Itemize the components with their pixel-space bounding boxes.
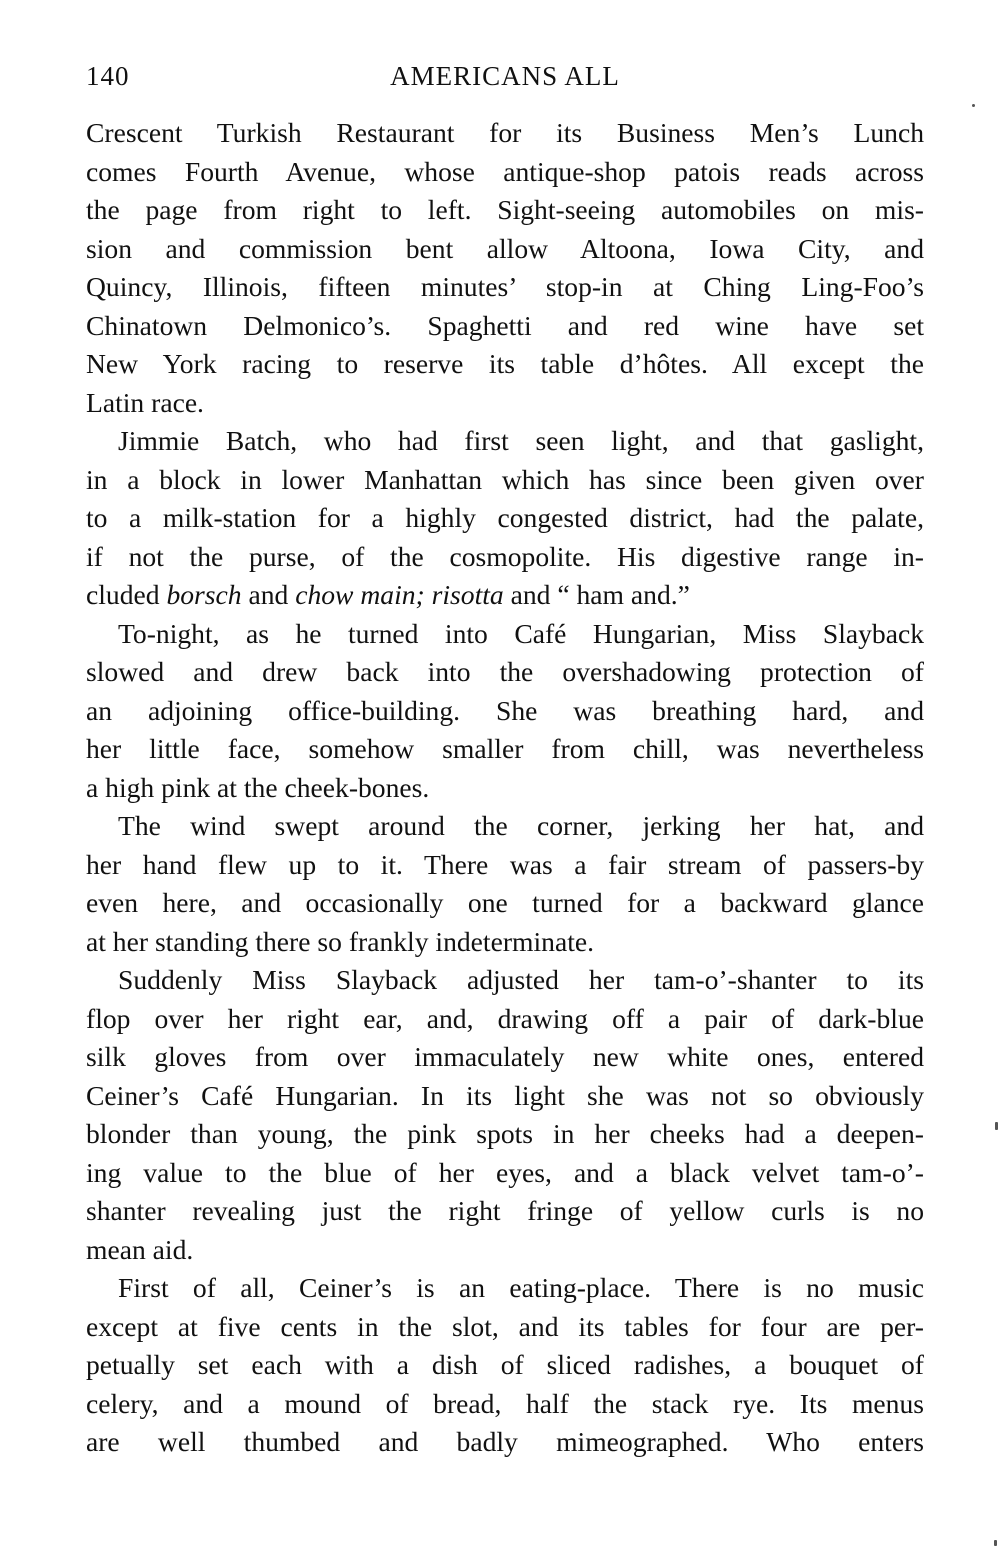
italic-dish-names: chow main; risotta <box>295 579 504 610</box>
text-line: The wind swept around the corner, jerking her hat, and <box>118 810 924 841</box>
paragraph-3 <box>86 615 924 808</box>
paragraph-1 <box>86 114 924 422</box>
text-line: flop over her right ear, and, drawing off a pair of dark-blue <box>86 1002 924 1034</box>
text-line: if not the purse, of the cosmopolite. His digestive range in- <box>86 540 924 572</box>
paper-speck <box>972 104 975 107</box>
text-line: the page from right to left. Sight-seeing automobiles on mis- <box>86 194 924 225</box>
text-line: mean aid. <box>86 1233 194 1265</box>
text-line: are well thumbed and badly mimeographed. Who enters <box>86 1426 924 1457</box>
text-line: her hand flew up to it. There was a fair stream of passers-by <box>86 848 924 880</box>
text-line: even here, and occasionally one turned for a backward glance <box>86 887 924 918</box>
text-line: except at five cents in the slot, and its tables for four are per- <box>86 1310 924 1342</box>
text-line: Latin race. <box>86 386 204 418</box>
paragraph-6 <box>86 1269 924 1462</box>
text-line: an adjoining office-building. She was breathing hard, and <box>86 694 924 726</box>
paragraph-5 <box>86 961 924 1269</box>
text-line: silk gloves from over immaculately new white ones, entered <box>86 1041 924 1072</box>
text-line: celery, and a mound of bread, half the stack rye. Its menus <box>86 1387 924 1419</box>
text-run: and “ ham and.” <box>503 579 690 610</box>
text-line: her little face, somehow smaller from chill, was nevertheless <box>86 733 924 764</box>
text-run: and <box>241 579 296 610</box>
text-line: Suddenly Miss Slayback adjusted her tam-o’-shanter to its <box>118 964 924 995</box>
paragraph-2 <box>86 422 924 615</box>
text-line: First of all, Ceiner’s is an eating-place. There is no music <box>118 1272 924 1303</box>
text-line: slowed and drew back into the overshadowing protection of <box>86 656 924 687</box>
text-line: Chinatown Delmonico’s. Spaghetti and red wine have set <box>86 309 924 341</box>
text-line: petually set each with a dish of sliced radishes, a bouquet of <box>86 1349 924 1380</box>
running-head <box>86 58 924 94</box>
text-line: Ceiner’s Café Hungarian. In its light she was not so obviously <box>86 1079 924 1111</box>
text-line: to a milk-station for a highly congested district, had the palate, <box>86 502 924 533</box>
paper-speck <box>995 1122 998 1130</box>
text-line <box>86 576 924 615</box>
text-run: cluded <box>86 579 167 610</box>
text-line: shanter revealing just the right fringe of yellow curls is no <box>86 1195 924 1226</box>
text-line: Quincy, Illinois, fifteen minutes’ stop-in at Ching Ling-Foo’s <box>86 271 924 302</box>
text-line: ing value to the blue of her eyes, and a black velvet tam-o’- <box>86 1156 924 1188</box>
paragraph-4 <box>86 807 924 961</box>
text-line: New York racing to reserve its table d’hôtes. All except the <box>86 348 924 379</box>
text-line: at her standing there so frankly indeterminate. <box>86 925 595 957</box>
paper-speck <box>994 1540 997 1546</box>
text-line: Jimmie Batch, who had first seen light, and that gaslight, <box>118 425 924 456</box>
text-line: a high pink at the cheek-bones. <box>86 771 430 803</box>
text-line: comes Fourth Avenue, whose antique-shop patois reads across <box>86 155 924 187</box>
text-line: blonder than young, the pink spots in her cheeks had a deepen- <box>86 1118 924 1149</box>
text-line: Crescent Turkish Restaurant for its Business Men’s Lunch <box>86 117 924 148</box>
page-number: 140 <box>86 61 130 91</box>
text-line: in a block in lower Manhattan which has since been given over <box>86 463 924 495</box>
body-text <box>86 114 924 1462</box>
running-title: AMERICANS ALL <box>390 61 620 91</box>
text-line: sion and commission bent allow Altoona, Iowa City, and <box>86 232 924 264</box>
italic-dish-name: borsch <box>166 579 242 610</box>
text-line: To-night, as he turned into Café Hungarian, Miss Slayback <box>118 617 924 649</box>
